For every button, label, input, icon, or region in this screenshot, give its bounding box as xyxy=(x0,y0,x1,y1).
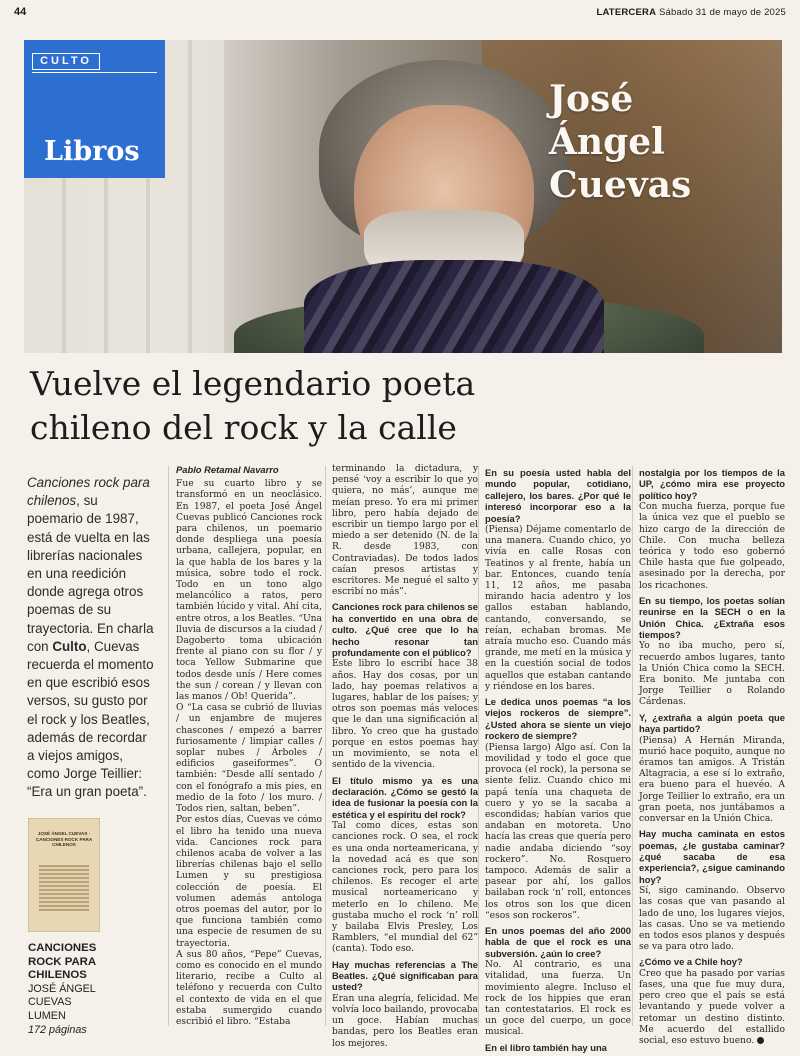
article-paragraph: No. Al contrario, es una vitalidad, una fuerza. Un movimiento alegre. Incluso el rock de los hippies que eran tan contestatarios. El rock es un goce del cuerpo, un goce musical. xyxy=(485,960,631,1038)
article-paragraph: terminando la dictadura, y pensé ‘voy a escribir lo que yo quiera, no más’, aunque me meían preso. Yo era mi primer libro, pero había dejado de escribir un tiempo largo por el miedo a ser detenido (N. de la R. desde 1983, con Contraviadas). De todos lados caían presos artistas y escritores. Me negué el salto y escribí no más”. xyxy=(332,464,478,598)
subject-name xyxy=(549,78,691,207)
publication-name: LATERCERA xyxy=(596,7,657,18)
column-rule xyxy=(632,466,633,1026)
page-number: 44 xyxy=(14,6,27,18)
interview-question: Canciones rock para chilenos se ha convertido en una obra de culto. ¿Qué cree que lo ha hecho resonar tan profundamente con el público? xyxy=(332,601,478,659)
interview-question: ¿Cómo ve a Chile hoy? xyxy=(639,956,743,968)
book-title-line: CHILENOS xyxy=(28,969,87,982)
article-paragraph: Yo no iba mucho, pero sí, recuerdo ambos lugares, tanto la Unión Chica como la SECH. Era bonito. Me juntaba con Jorge Teillier o Rolando Cárdenas. xyxy=(639,641,785,708)
interview-question: En el libro también hay una xyxy=(485,1041,607,1053)
section-flag xyxy=(24,40,165,178)
issue-date: Sábado 31 de mayo de 2025 xyxy=(658,7,786,18)
book-info xyxy=(28,942,96,1037)
book-cover xyxy=(28,818,100,932)
column-rule xyxy=(478,466,479,1026)
article-paragraph: (Piensa) A Hernán Miranda, murió hace poquito, aunque no éramos tan amigos. A Tristán Altagracia, a ese sí lo extraño, era bueno para el huevéo. A Jorge Teillier lo extraño, era un gran poeta, nos juntábamos a conversar en la Unión Chica. xyxy=(639,735,785,824)
article-paragraph: O “La casa se cubrió de lluvias / un enjambre de mujeres chascones / empezó a barrer furiosamente / limpiar calles / soplar nubes / Árboles / edificios gaseiformes”. O también: “Desde allí sentado / con el fonógrafo a mis pies, en medio de la foto / los muro. / Todos rien, saltan, beben”. xyxy=(176,703,322,815)
interview-question: Hay muchas referencias a The Beatles. ¿Qué significaban para usted? xyxy=(332,958,478,993)
interview-question: nostalgia por los tiempos de la UP, ¿cómo mira ese proyecto político hoy? xyxy=(639,467,785,501)
interview-question: El título mismo ya es una declaración. ¿Cómo se gestó la idea de fusionar la poesía con la estética y el espíritu del rock? xyxy=(332,774,478,820)
book-author-line: CUEVAS xyxy=(28,996,72,1009)
headline-line: Vuelve el legendario poeta xyxy=(30,364,476,403)
column-rule xyxy=(325,466,326,1026)
article-paragraph: Sí, sigo caminando. Observo las cosas que van pasando al lado de uno, los lugares viejos, las casas. Uno se va metiendo en todos esos planos y después se va para otro lado. xyxy=(639,886,785,953)
interview-question: En unos poemas del año 2000 habla de que el rock es una subversión. ¿aún lo cree? xyxy=(485,924,631,959)
subject-name-line: Cuevas xyxy=(549,164,692,206)
culto-logo: CULTO xyxy=(32,53,100,70)
book-title-line: CANCIONES xyxy=(28,942,97,954)
byline: Pablo Retamal Navarro xyxy=(176,464,279,475)
lede-text: , Cuevas recuerda el momento en que escribió esos versos, su gusto por el rock y los Beatles, además de recordar a viejos amigos, como Jorge Teillier: “Era un gran poeta”. xyxy=(27,638,154,800)
end-mark xyxy=(757,1037,764,1044)
article-column-4 xyxy=(639,464,785,1047)
book-author-line: JOSÉ ÁNGEL xyxy=(28,982,96,995)
section-title: Libros xyxy=(44,136,140,167)
book-pages: 172 páginas xyxy=(28,1023,87,1036)
headline xyxy=(30,362,475,450)
lede-text: , su poemario de 1987, está de vuelta en las librerías nacionales en una reedición donde agrega otros poemas de su trayectoria. En charla con xyxy=(27,493,154,654)
article-paragraph: Este libro lo escribí hace 38 años. Hay dos cosas, por un lado, hay poemas relativos a lugares, hablar de los países; y otros son poemas más veloces que le dan una significación al libro. Yo creo que ha gustado porque en estos poemas hay un movimiento, se nota el sentido de la vivencia. xyxy=(332,659,478,771)
interview-question: En su poesía usted habla del mundo popular, cotidiano, callejero, los bares. ¿Por qué le interesó incorporar eso a la poesía? xyxy=(485,467,631,524)
book-cover-text: JOSÉ ÁNGEL CUEVAS · CANCIONES ROCK PARA CHILENOS xyxy=(35,831,93,848)
book-title-line: ROCK PARA xyxy=(28,955,97,968)
book-cover-art xyxy=(39,865,89,911)
article-paragraph: Por estos días, Cuevas ve cómo el libro ha tenido una nueva vida. Canciones rock para chilenos acaba de volver a las librerías chilenas bajo el sello Lumen y su prestigiosa colección de poesía. El volumen además antologa otros poemas del autor, por lo que funciona también como una especie de resumen de su trayectoria. xyxy=(176,815,322,949)
lede-brand: Culto xyxy=(52,638,87,654)
interview-question: En su tiempo, los poetas solían reunirse en la SECH o en la Unión Chica. ¿Extraña esos tiempos? xyxy=(639,594,785,641)
article-paragraph: Eran una alegría, felicidad. Me volvía loco bailando, provocaba un goce. Habían muchas bandas, pero los Beatles eran los mejores. xyxy=(332,993,478,1049)
lede-summary xyxy=(27,474,157,802)
article-paragraph: (Piensa largo) Algo así. Con la movilidad y todo el goce que provoca (el rock), la persona se siente feliz. Cuando chico mi papá tenía una chaqueta de cuero y yo se la sacaba a escondidas; habían varios que andaban en motoreta. Uno hacía las creas que quería pero nadie andaba diciendo “soy rockero”. No. Rosquero tampoco. Además de salir a pasear por ahí, los gallos bailaban rock ‘n’ roll, entonces los otros son los que dicen “esos son rockeros”. xyxy=(485,742,631,921)
headline-line: chileno del rock y la calle xyxy=(30,408,457,447)
article-column-1 xyxy=(176,464,322,1028)
page-folio xyxy=(14,6,786,20)
article-column-3 xyxy=(485,464,631,1054)
lede-book-title: Canciones rock para chilenos xyxy=(27,475,150,509)
article-paragraph: Tal como dices, estas son canciones rock. O sea, el rock es una onda norteamericana, y la novedad acá es que son canciones rock, pero para los chilenos. Es recoger el arte musical norteamericano y meterlo en lo chileno. Me gustaba mucho el rock ‘n’ roll y bailaba Elvis Presley, Los Ramblers, “el mundial del 62” (canta). Todo eso. xyxy=(332,821,478,955)
column-rule xyxy=(168,466,169,1026)
subject-name-line: José xyxy=(549,78,634,120)
interview-question: Le dedica unos poemas “a los viejos rockeros de siempre”. ¿Usted ahora se siente un viejo rockero de siempre? xyxy=(485,696,631,742)
subject-name-line: Ángel xyxy=(549,121,665,163)
portrait-scarf xyxy=(304,260,604,353)
article-column-2 xyxy=(332,464,478,1050)
article-paragraph: Fue su cuarto libro y se transformó en un neoclásico. En 1987, el poeta José Ángel Cuevas publicó Canciones rock para chilenos, un poemario donde despliega una poesía urbana, callejera, popular, en la que habla de los bares y la música, sobre todo el rock. Todo en un tono algo melancólico a ratos, pero también lúcido y vital. Ahí cita, entre otros, a los Beatles. “Una lluvia de discursos a la ciudad / Dagoberto toma ubicación frente al piano con su flor / y toca Yellow Submarine que todos desde unís / Here comes the sun / corean / y llevan con las manos / Ob! Querida”. xyxy=(176,479,322,703)
article-paragraph: Creo que ha pasado por varias fases, una que fue muy dura, pero creo que el país se está levantando y puede volver a retomar un destino distinto. Me acuerdo del estallido social, eso estuvo bueno. xyxy=(639,968,785,1046)
book-publisher: LUMEN xyxy=(28,1009,66,1022)
article-paragraph: A sus 80 años, “Pepe” Cuevas, como es conocido en el mundo literario, recibe a Culto al teléfono y recuerda con Culto el contexto de vida en el que estaba sumergido cuando escribió el libro. “Estaba xyxy=(176,949,322,1027)
culto-rule xyxy=(32,72,157,73)
article-paragraph: (Piensa) Déjame comentarlo de una manera. Cuando chico, yo vivía en calle Rosas con Teatinos y al frente, había un bar. Entonces, cuando tenía 11, 12 años, me pasaba mirando hacia adentro y los gallos estaban hablando, cantando, conversando, se reían, echaban bromas. Me atraía mucho eso. Cuando más grande, me metí en la música y en la cuestión social de todos aquellos que estaban cantando y riéndose en los bares. xyxy=(485,525,631,692)
article-paragraph: Con mucha fuerza, porque fue la única vez que el pueblo se hizo cargo de la dirección de Chile. Con mucha belleza teórica y todo eso gobernó Chile hasta que fue golpeado, asesinado por la derecha, por los ricachones. xyxy=(639,502,785,591)
interview-question: Y, ¿extraña a algún poeta que haya partido? xyxy=(639,711,785,735)
interview-question: Hay mucha caminata en estos poemas, ¿le gustaba caminar? ¿qué sacaba de esa experiencia?, ¿sigue caminando hoy? xyxy=(639,828,785,885)
running-header xyxy=(596,7,786,18)
